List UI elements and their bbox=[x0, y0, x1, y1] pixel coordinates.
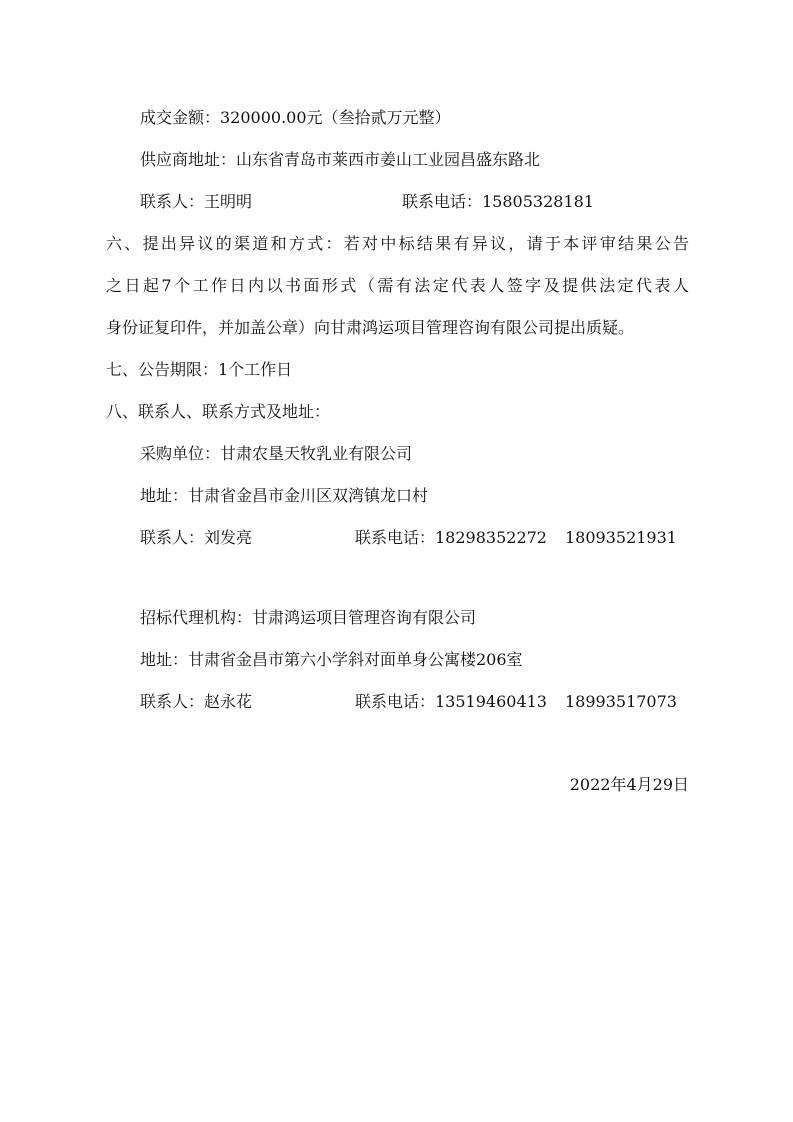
purchaser-address: 地址：甘肃省金昌市金川区双湾镇龙口村 bbox=[140, 486, 429, 505]
agency-phone-group bbox=[355, 692, 677, 712]
agency-phone-2: 18993517073 bbox=[564, 692, 677, 711]
announcement-period: 七、公告期限：1个工作日 bbox=[106, 360, 293, 379]
agency-name: 招标代理机构：甘肃鸿运项目管理咨询有限公司 bbox=[140, 608, 477, 627]
supplier-address: 供应商地址：山东省青岛市莱西市姜山工业园昌盛东路北 bbox=[140, 150, 541, 169]
purchaser-contact: 联系人：刘发亮 bbox=[140, 528, 253, 547]
purchaser-phone-2: 18093521931 bbox=[564, 528, 677, 547]
supplier-phone: 联系电话：15805328181 bbox=[402, 192, 594, 211]
contacts-heading: 八、联系人、联系方式及地址： bbox=[106, 402, 331, 421]
agency-contact: 联系人：赵永花 bbox=[140, 692, 253, 711]
objection-line-1: 六、提出异议的渠道和方式：若对中标结果有异议，请于本评审结果公告 bbox=[106, 234, 689, 253]
deal-amount: 成交金额：320000.00元（叁拾贰万元整） bbox=[140, 108, 451, 127]
objection-line-2: 之日起7个工作日内以书面形式（需有法定代表人签字及提供法定代表人 bbox=[106, 276, 689, 295]
purchaser-phone-group bbox=[355, 528, 677, 548]
supplier-contact: 联系人：王明明 bbox=[140, 192, 253, 211]
purchaser-unit: 采购单位：甘肃农垦天牧乳业有限公司 bbox=[140, 444, 413, 463]
purchaser-phone: 联系电话：18298352272 bbox=[355, 528, 547, 547]
agency-phone: 联系电话：13519460413 bbox=[355, 692, 547, 711]
agency-address: 地址：甘肃省金昌市第六小学斜对面单身公寓楼206室 bbox=[140, 650, 523, 669]
document-date: 2022年4月29日 bbox=[569, 775, 689, 794]
objection-line-3: 身份证复印件，并加盖公章）向甘肃鸿运项目管理咨询有限公司提出质疑。 bbox=[106, 318, 635, 337]
